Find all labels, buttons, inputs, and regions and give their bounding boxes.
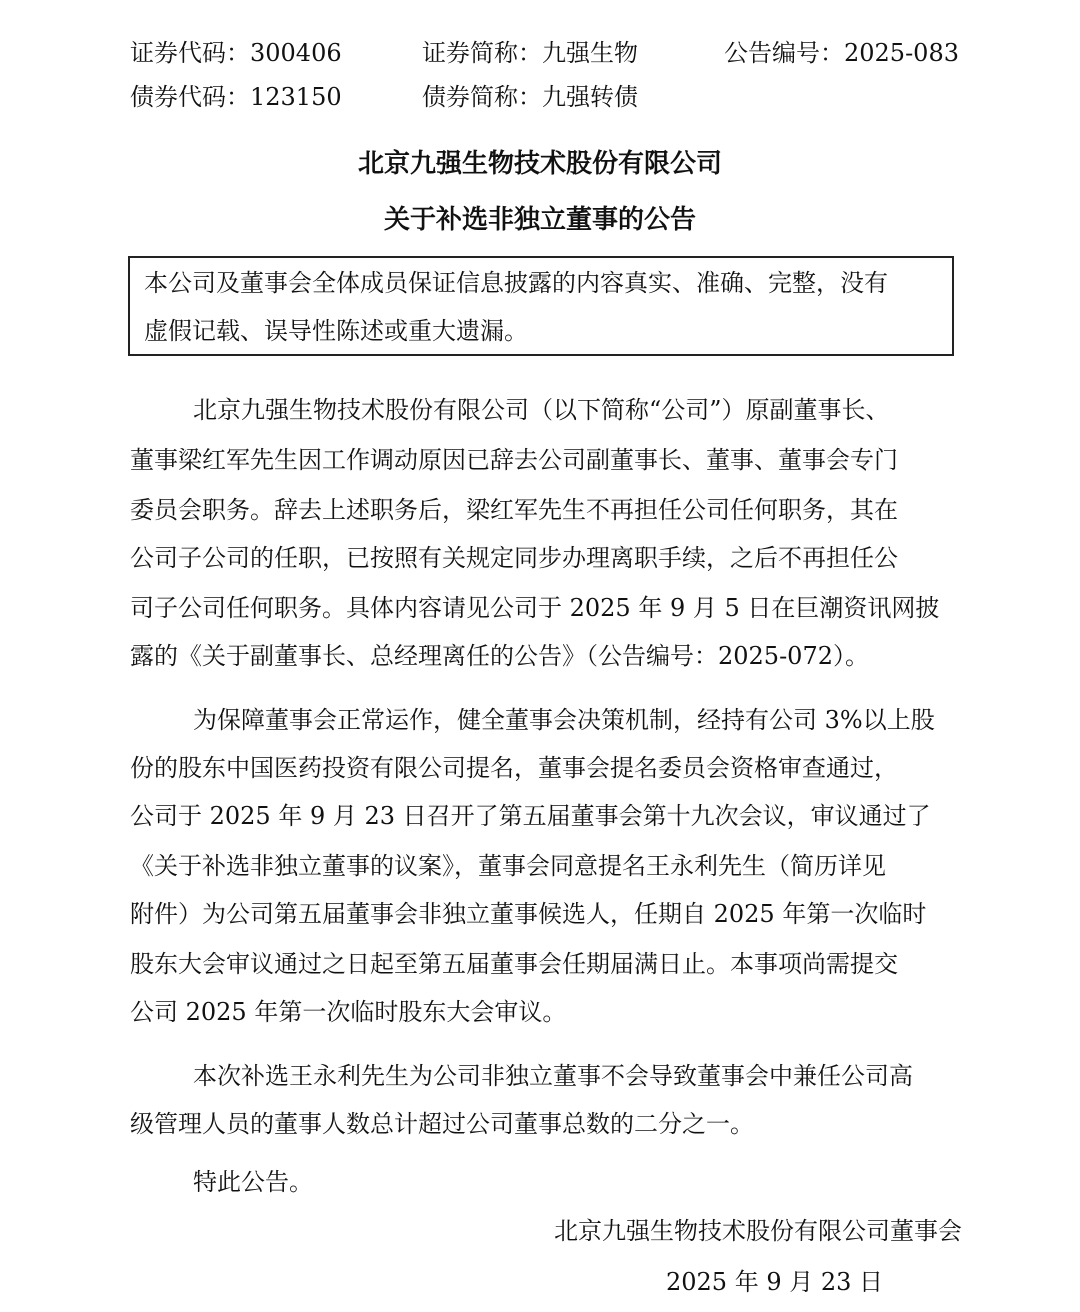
paragraph-line: 份的股东中国医药投资有限公司提名，董事会提名委员会资格审查通过， xyxy=(130,754,898,782)
paragraph-line: 本次补选王永利先生为公司非独立董事不会导致董事会中兼任公司高 xyxy=(193,1062,913,1090)
announcement-title: 关于补选非独立董事的公告 xyxy=(383,205,696,235)
disclosure-line: 本公司及董事会全体成员保证信息披露的内容真实、准确、完整，没有 xyxy=(144,269,888,297)
paragraph-line: 特此公告。 xyxy=(193,1168,313,1196)
company-title: 北京九强生物技术股份有限公司 xyxy=(357,149,722,179)
stock-code: 证券代码：300406 xyxy=(130,39,342,67)
paragraph-line: 为保障董事会正常运作，健全董事会决策机制，经持有公司 3%以上股 xyxy=(193,706,935,734)
paragraph-line: 司子公司任何职务。具体内容请见公司于 2025 年 9 月 5 日在巨潮资讯网披 xyxy=(130,594,940,622)
bond-code: 债券代码：123150 xyxy=(130,83,342,111)
paragraph-line: 露的《关于副董事长、总经理离任的公告》（公告编号：2025-072）。 xyxy=(130,642,869,670)
announcement-number: 公告编号：2025-083 xyxy=(724,39,959,67)
paragraph-line: 委员会职务。辞去上述职务后，梁红军先生不再担任公司任何职务，其在 xyxy=(130,496,898,524)
paragraph-line: 北京九强生物技术股份有限公司（以下简称“公司”）原副董事长、 xyxy=(193,396,890,424)
paragraph-line: 公司子公司的任职，已按照有关规定同步办理离职手续，之后不再担任公 xyxy=(130,544,898,572)
paragraph-line: 董事梁红军先生因工作调动原因已辞去公司副董事长、董事、董事会专门 xyxy=(130,446,898,474)
header-row-1 xyxy=(0,36,1080,70)
disclosure-statement-box xyxy=(128,256,954,356)
header-row-2 xyxy=(0,80,1080,114)
paragraph-line: 《关于补选非独立董事的议案》，董事会同意提名王永利先生（简历详见 xyxy=(130,852,886,880)
stock-name: 证券简称：九强生物 xyxy=(422,39,638,67)
paragraph-line: 级管理人员的董事人数总计超过公司董事总数的二分之一。 xyxy=(130,1110,754,1138)
disclosure-line: 虚假记载、误导性陈述或重大遗漏。 xyxy=(144,317,528,345)
paragraph-line: 公司 2025 年第一次临时股东大会审议。 xyxy=(130,998,567,1026)
signature-date: 2025 年 9 月 23 日 xyxy=(666,1268,884,1296)
paragraph-line: 附件）为公司第五届董事会非独立董事候选人，任期自 2025 年第一次临时 xyxy=(130,900,927,928)
paragraph-line: 股东大会审议通过之日起至第五届董事会任期届满日止。本事项尚需提交 xyxy=(130,950,898,978)
signature-board: 北京九强生物技术股份有限公司董事会 xyxy=(554,1217,962,1245)
bond-name: 债券简称：九强转债 xyxy=(422,83,638,111)
paragraph-line: 公司于 2025 年 9 月 23 日召开了第五届董事会第十九次会议，审议通过了 xyxy=(130,802,931,830)
